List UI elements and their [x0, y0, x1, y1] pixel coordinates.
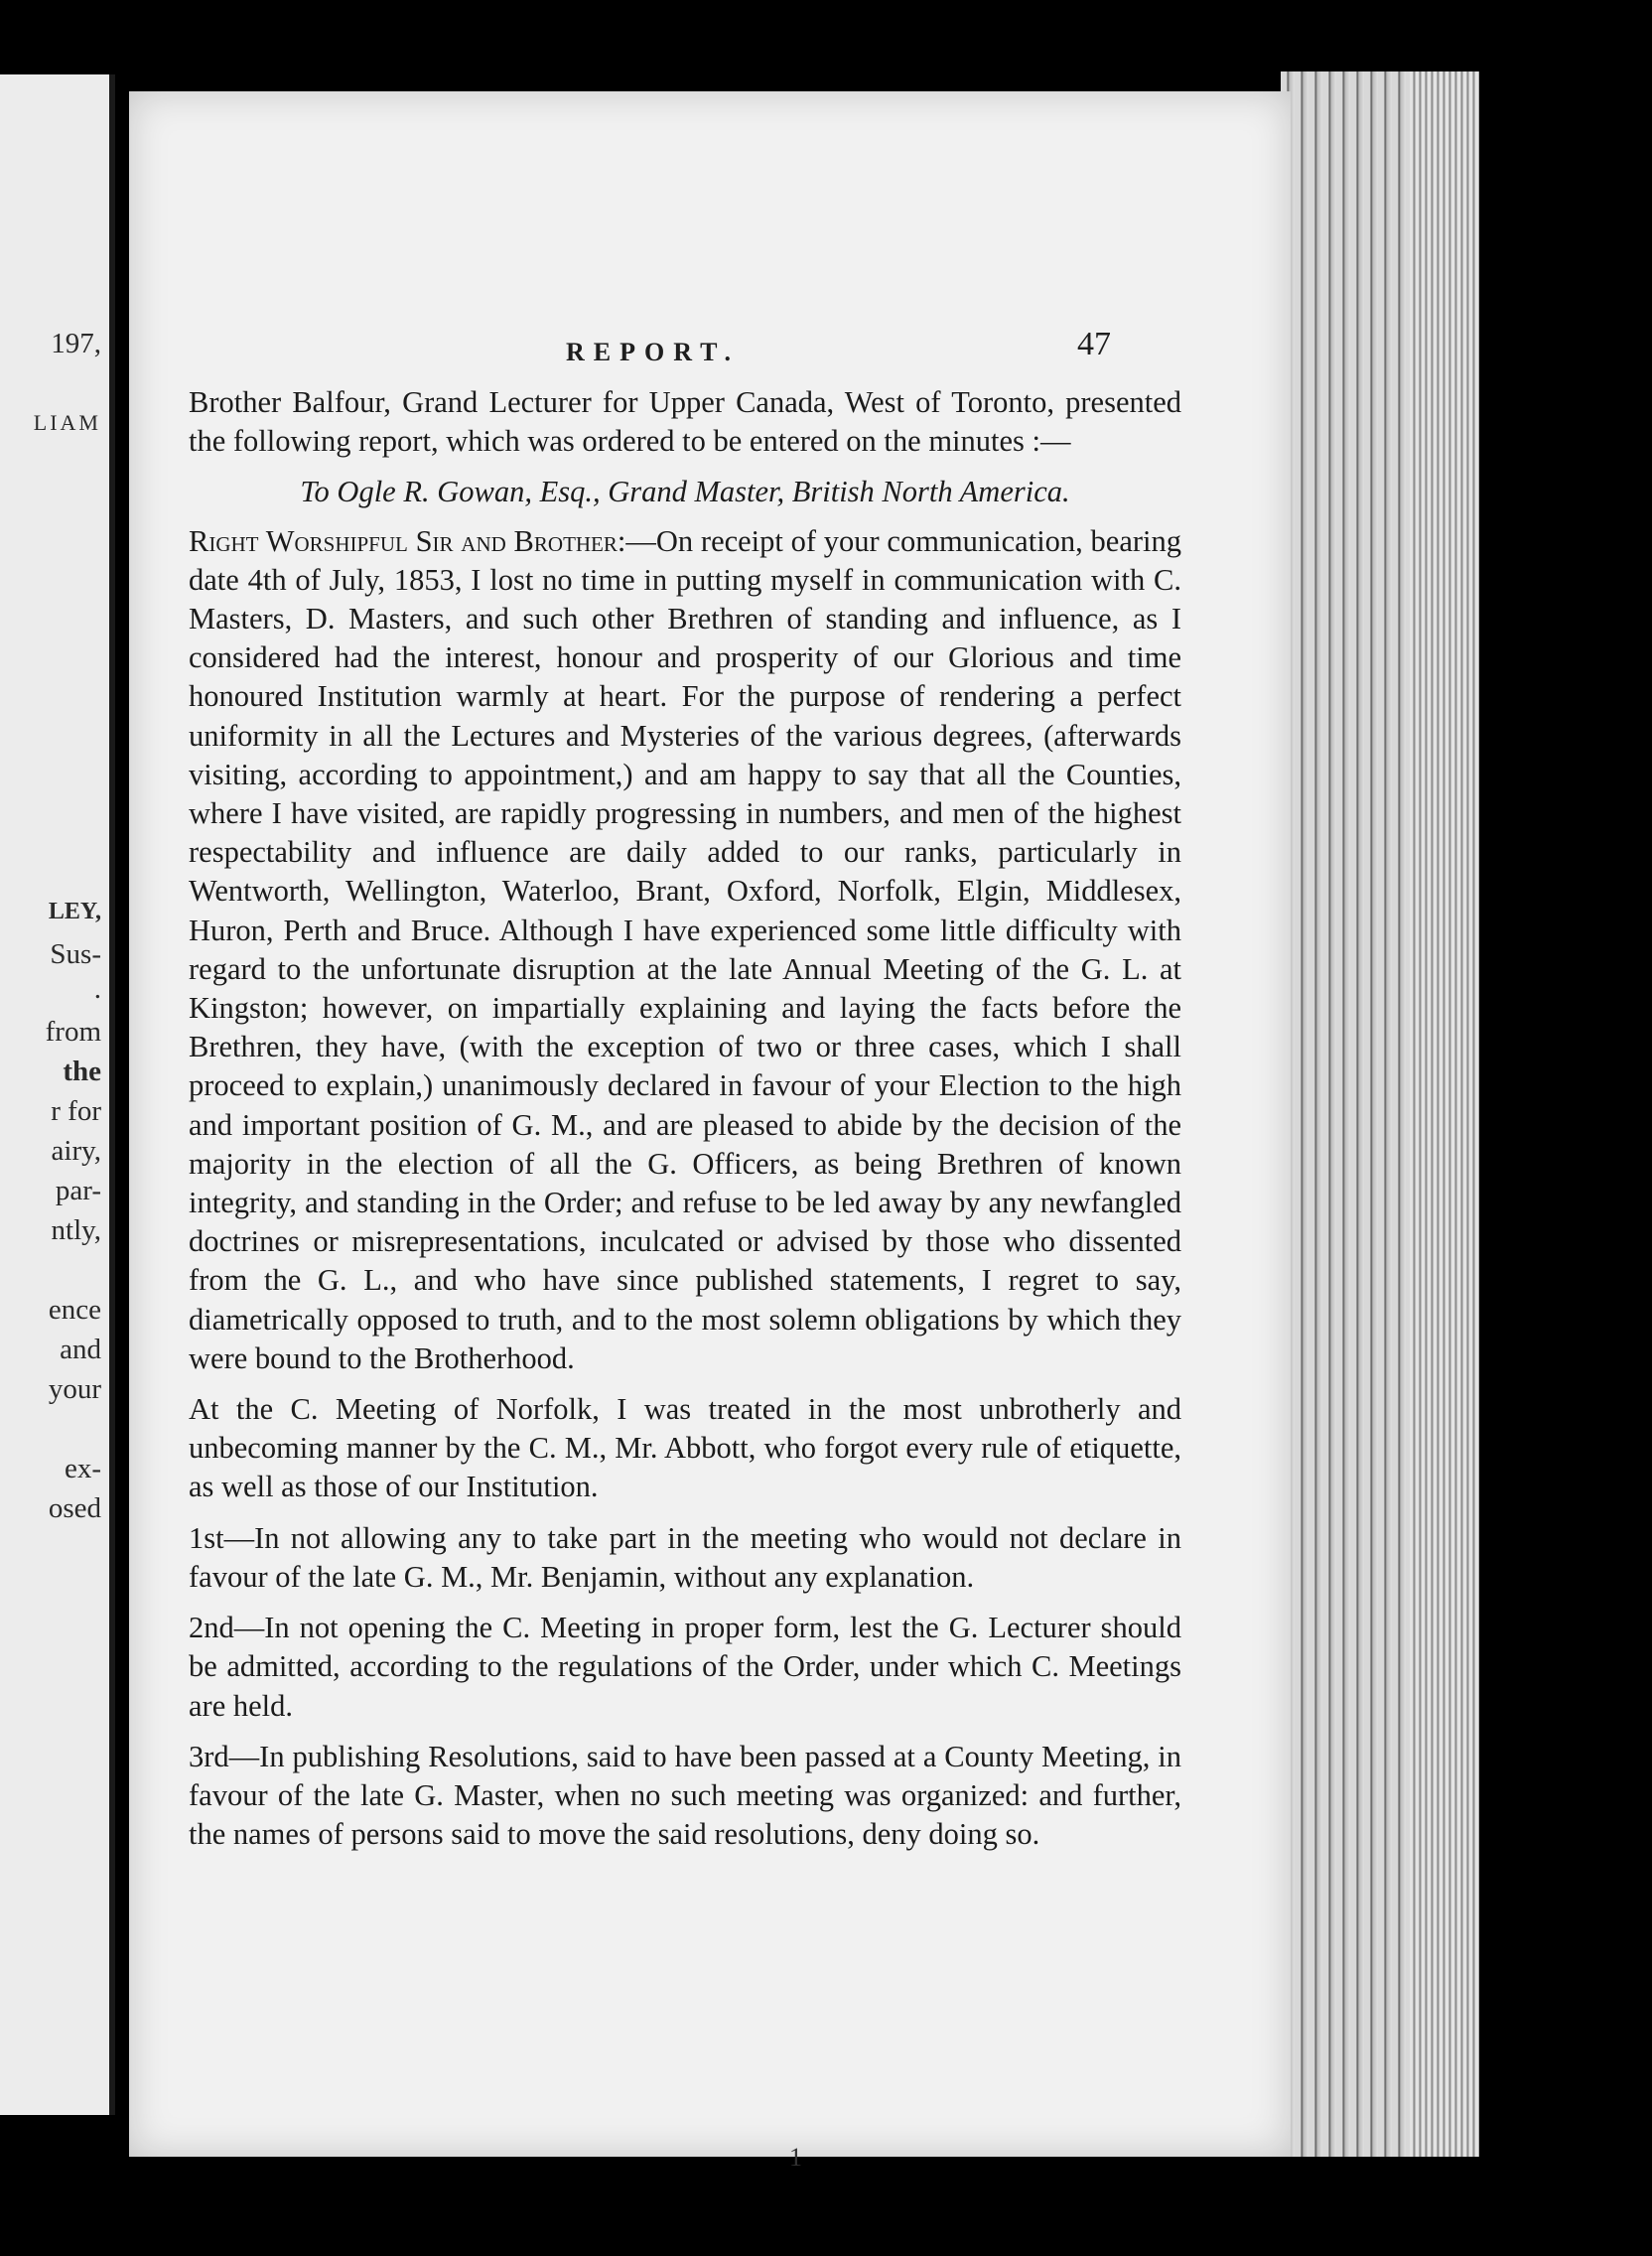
footer-mark: 1	[789, 2143, 802, 2172]
page-header	[129, 326, 1291, 369]
left-fragment: par-	[55, 1175, 101, 1206]
page-body	[189, 383, 1181, 1854]
left-fragment: ex-	[64, 1453, 101, 1484]
left-fragment: 197,	[51, 328, 101, 359]
grievance-item: 1st—In not allowing any to take part in the meeting who would not declare in favour of the late G. M., Mr. Benjamin, without any explanation.	[189, 1520, 1181, 1594]
left-fragment: Sus-	[50, 938, 101, 970]
letter-address: To Ogle R. Gowan, Esq., Grand Master, British North America.	[300, 475, 1070, 509]
left-fragment: ence	[48, 1294, 101, 1326]
left-fragment: osed	[48, 1492, 101, 1524]
page-number: 47	[1077, 326, 1111, 362]
left-fragment: and	[60, 1334, 101, 1365]
letter-body: :—On receipt of your communication, bearing date 4th of July, 1853, I lost no time in putting myself in communication with C. Masters, D. Masters, and such other Brethren of standing and influence, as I considered had the interest, honour and prosperity of our Glorious and time honoured Institution warmly at heart. For the purpose of rendering a perfect uniformity in all the Lectures and Mysteries of the various degrees, (afterwards visiting, according to appointment,) and am happy to say that all the Counties, where I have visited, are rapidly progressing in numbers, and men of the highest respectability and influence are daily added to our ranks, particularly in Wentworth, Wellington, Waterloo, Brant, Oxford, Norfolk, Elgin, Middlesex, Huron, Perth and Bruce. Although I have experienced some little difficulty with regard to the unfortunate disruption at the late Annual Meeting of the G. L. at Kingston; however, on impartially explaining and laying the facts before the Brethren, they have, (with the exception of two or three cases, which I shall proceed to explain,) unanimously declared in favour of your Election to the high and important position of G. M., and are pleased to abide by the decision of the majority in the election of all the G. Officers, as being Brethren of known integrity, and standing in the Order; and refuse to be led away by any newfangled doctrines or misrepresentations, inculcated or advised by those who dissented from the G. L., and who have since published statements, I regret to say, diametrically opposed to truth, and to the most solemn obligations by which they were bound to the Brotherhood.	[189, 523, 1181, 1375]
grievance-item: 2nd—In not opening the C. Meeting in proper form, lest the G. Lecturer should be admitted, according to the regulations of the Order, under which C. Meetings are held.	[189, 1611, 1181, 1723]
left-facing-page	[0, 74, 115, 2115]
left-fragment: your	[48, 1373, 101, 1405]
letter-salutation: Right Worshipful Sir and Brother	[189, 523, 618, 558]
running-head: REPORT.	[566, 338, 740, 366]
norfolk-paragraph: At the C. Meeting of Norfolk, I was treated in the most unbrotherly and unbecoming manner by the C. M., Mr. Abbott, who forgot every rule of etiquette, as well as those of our Institution.	[189, 1392, 1181, 1504]
left-fragment: the	[63, 1056, 101, 1087]
left-fragment: LIAM	[33, 410, 101, 435]
left-fragment: r for	[51, 1095, 101, 1127]
left-fragment: LEY,	[48, 899, 101, 924]
grievance-item: 3rd—In publishing Resolutions, said to have been passed at a County Meeting, in favour of the late G. Master, when no such meeting was organized: and further, the names of persons said to move the said resolutions, deny doing so.	[189, 1739, 1181, 1852]
page-edges	[1281, 71, 1479, 2157]
left-fragment: airy,	[51, 1135, 101, 1167]
book-page	[129, 91, 1291, 2172]
letter-paragraph	[189, 522, 1181, 1378]
left-fragment: .	[93, 973, 101, 1005]
left-fragment: ntly,	[51, 1214, 101, 1246]
intro-paragraph: Brother Balfour, Grand Lecturer for Upper Canada, West of Toronto, presented the following report, which was ordered to be entered on the minutes :—	[189, 385, 1181, 459]
page-edges-cap	[1410, 71, 1479, 2157]
left-fragment: from	[45, 1016, 101, 1048]
